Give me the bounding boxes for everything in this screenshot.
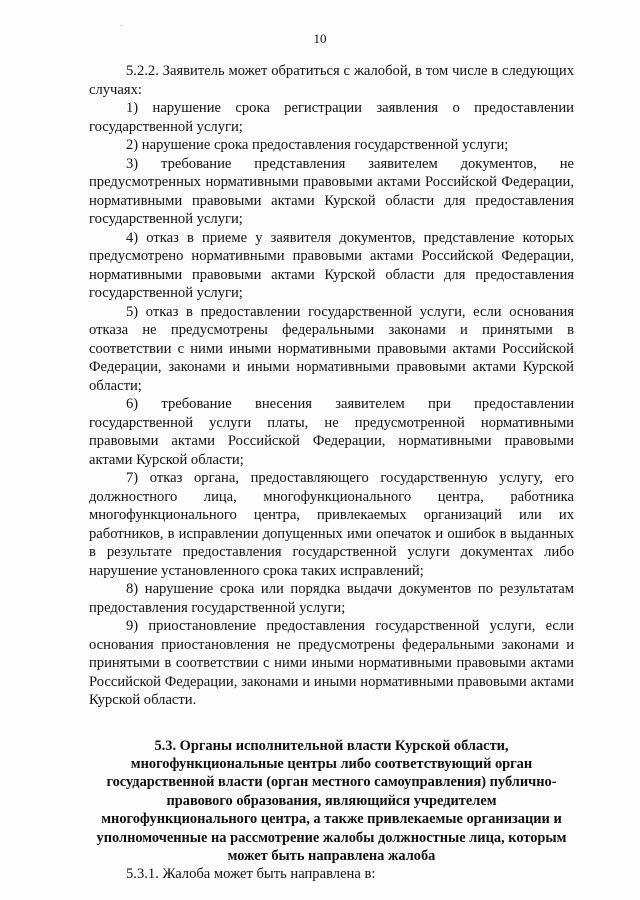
list-item-5: 5) отказ в предоставлении государственной услуги, если основания отказа не предусмотрены федеральными законами и принятыми в соответствии с ними иными нормативными правовыми актами Российской Федерации, законами и иными нормативными правовыми актами Курской области; xyxy=(89,303,574,394)
paragraph-5-3-1: 5.3.1. Жалоба может быть направлена в: xyxy=(126,866,376,883)
list-item-9: 9) приостановление предоставления государственной услуги, если основания приостановления не предусмотрены федеральными законами и принятыми в соответствии с ними иными нормативными правовыми актами Российской Федерации, законами и иными нормативными правовыми актами Курской области. xyxy=(89,618,574,708)
list-item-7: 7) отказ органа, предоставляющего государственную услугу, его должностного лица, многофункционального центра, работника многофункционального центра, привлекаемых организаций или их работников, в исправлении допущенных ими опечаток и ошибок в выданных в результате предоставления государственной услуги документах либо нарушение установленного срока таких исправлений; xyxy=(89,470,574,579)
margin-tick-mark: · xyxy=(120,22,123,30)
list-item-3: 3) требование представления заявителем документов, не предусмотренных нормативными правовыми актами Российской Федерации, нормативными правовыми актами Курской области для предоставления государственной услуги; xyxy=(89,155,574,227)
page-number: 10 xyxy=(313,31,327,46)
section-heading-5-3: 5.3. Органы исполнительной власти Курской области, многофункциональные центры либо соответствующий орган государственной власти (орган местного самоуправления) публично-правового образования, являющийся учредителем многофункционального центра, а также привлекаемые организации и уполномоченные на рассмотрение жалобы должностные лица, которым может быть направлена жалоба xyxy=(96,737,567,864)
list-item-4: 4) отказ в приеме у заявителя документов, представление которых предусмотрено нормативными правовыми актами Российской Федерации, нормативными правовыми актами Курской области для предоставления государственной услуги; xyxy=(89,229,574,301)
document-body xyxy=(89,62,574,884)
list-item-6: 6) требование внесения заявителем при предоставлении государственной услуги платы, не предусмотренной нормативными правовыми актами Российской Федерации, нормативными правовыми актами Курской области; xyxy=(89,396,574,468)
paragraph-5-2-2: 5.2.2. Заявитель может обратиться с жалобой, в том числе в следующих случаях: xyxy=(89,63,574,98)
list-item-2: 2) нарушение срока предоставления государственной услуги; xyxy=(126,137,509,153)
list-item-1: 1) нарушение срока регистрации заявления о предоставлении государственной услуги; xyxy=(89,100,574,135)
list-item-8: 8) нарушение срока или порядка выдачи документов по результатам предоставления государственной услуги; xyxy=(89,581,574,616)
